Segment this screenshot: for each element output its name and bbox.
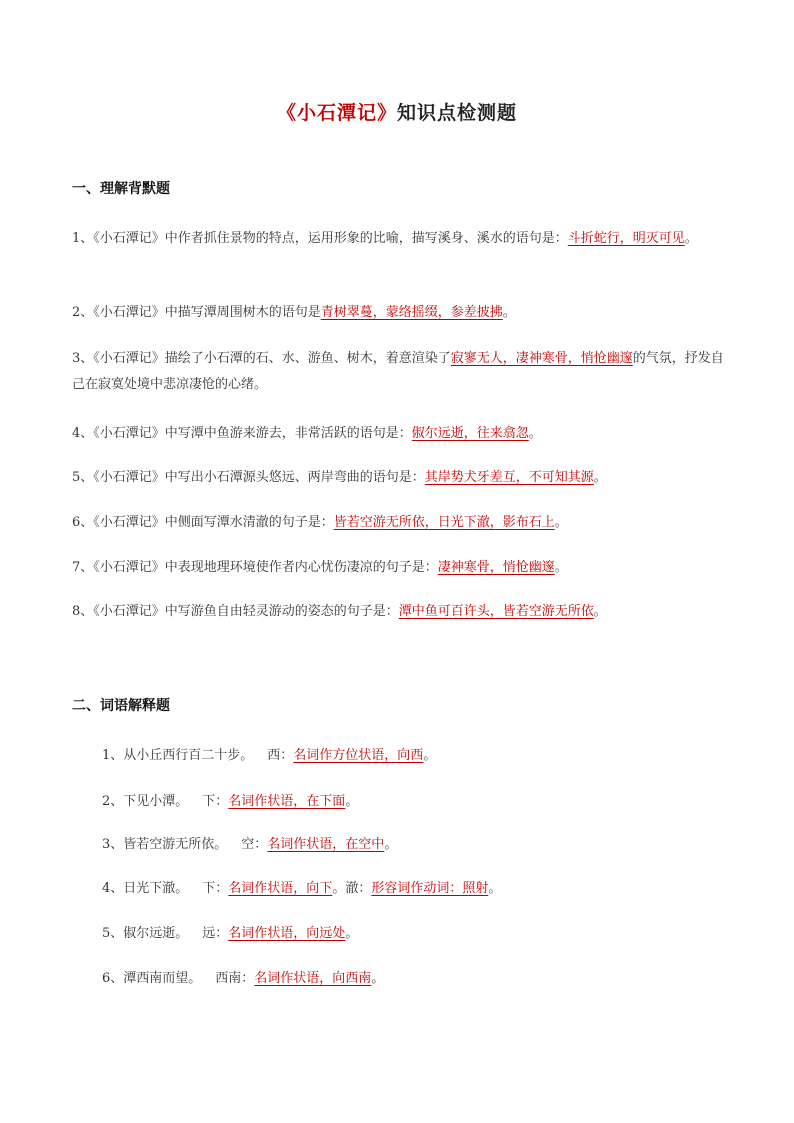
answer: 斗折蛇行，明灭可见 (567, 231, 685, 246)
title-book-name: 《小石潭记》 (276, 102, 397, 124)
question-4: 4、《小石潭记》中写潭中鱼游来游去，非常活跃的语句是：俶尔远逝，往来翕忽。 (72, 426, 542, 441)
answer: 名词作状语，在下面 (228, 794, 346, 809)
answer: 凄神寒骨，悄怆幽邃 (437, 560, 555, 575)
answer: 名词作状语，在空中 (267, 837, 385, 852)
vocab-item-4: 4、日光下澈。 下：名词作状语，向下。澈：形容词作动词：照射。 (102, 881, 502, 896)
question-3: 3、《小石潭记》描绘了小石潭的石、水、游鱼、树木，着意渲染了寂寥无人，凄神寒骨，悄怆幽邃的气氛，抒发自己在寂寞处境中悲凉凄怆的心绪。 (72, 351, 724, 392)
answer: 名词作状语，向下 (228, 881, 333, 896)
answer: 名词作状语，向远处 (228, 926, 346, 941)
answer: 其岸势犬牙差互，不可知其源 (424, 470, 594, 485)
vocab-item-5: 5、俶尔远逝。 远：名词作状语，向远处。 (102, 926, 359, 941)
page-title (0, 98, 794, 125)
question-8: 8、《小石潭记》中写游鱼自由轻灵游动的姿态的句子是：潭中鱼可百许头，皆若空游无所依。 (72, 604, 607, 619)
question-5: 5、《小石潭记》中写出小石潭源头悠远、两岸弯曲的语句是：其岸势犬牙差互，不可知其源。 (72, 470, 607, 485)
vocab-item-3: 3、皆若空游无所依。 空：名词作状语，在空中。 (102, 837, 398, 852)
section-heading-recitation: 一、理解背默题 (72, 181, 170, 197)
question-2: 2、《小石潭记》中描写潭周围树木的语句是青树翠蔓，蒙络摇缀，参差披拂。 (72, 305, 516, 320)
question-1: 1、《小石潭记》中作者抓住景物的特点，运用形象的比喻，描写溪身、溪水的语句是：斗折蛇行，明灭可见。 (72, 231, 698, 246)
vocab-item-1: 1、从小丘西行百二十步。 西：名词作方位状语，向西。 (102, 748, 437, 763)
answer: 形容词作动词：照射 (371, 881, 489, 896)
question-7: 7、《小石潭记》中表现地理环境使作者内心忧伤凄凉的句子是：凄神寒骨，悄怆幽邃。 (72, 560, 568, 575)
answer: 俶尔远逝，往来翕忽 (411, 426, 529, 441)
question-6: 6、《小石潭记》中侧面写潭水清澈的句子是：皆若空游无所依，日光下澈，影布石上。 (72, 515, 568, 530)
vocab-item-2: 2、下见小潭。 下：名词作状语，在下面。 (102, 794, 359, 809)
title-rest: 知识点检测题 (397, 102, 518, 124)
answer: 名词作状语，向西南 (254, 971, 372, 986)
answer: 潭中鱼可百许头，皆若空游无所依 (398, 604, 594, 619)
vocab-item-6: 6、潭西南而望。 西南：名词作状语，向西南。 (102, 971, 385, 986)
answer: 名词作方位状语，向西 (293, 748, 424, 763)
section-heading-vocabulary: 二、词语解释题 (72, 698, 170, 714)
answer: 青树翠蔓，蒙络摇缀，参差披拂 (320, 305, 503, 320)
answer: 寂寥无人，凄神寒骨，悄怆幽邃 (450, 351, 633, 366)
answer: 皆若空游无所依，日光下澈，影布石上 (333, 515, 555, 530)
